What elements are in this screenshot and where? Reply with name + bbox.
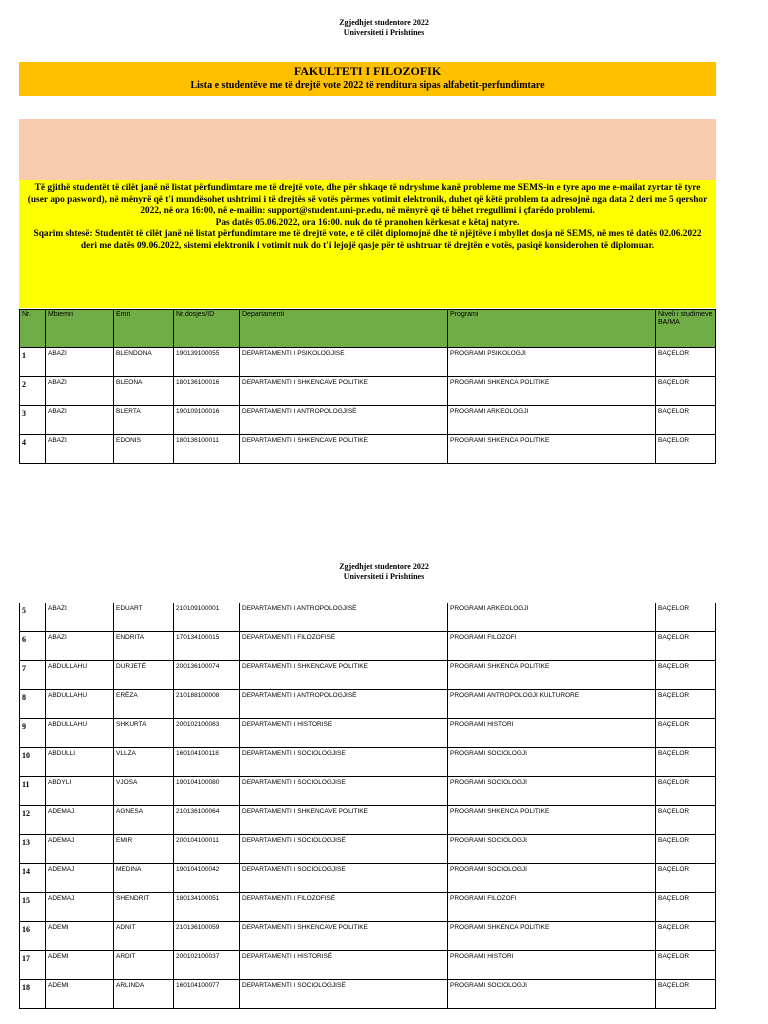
cell-program: PROGRAMI SHKENCA POLITIKE xyxy=(447,435,655,464)
cell-nr: 16 xyxy=(19,922,45,951)
cell-department: DEPARTAMENTI I SOCIOLOGJISE xyxy=(239,864,447,893)
cell-name: VJOSA xyxy=(113,777,173,806)
cell-program: PROGRAMI HISTORI xyxy=(447,719,655,748)
cell-department: DEPARTAMENTI I SHKENCAVE POLITIKE xyxy=(239,922,447,951)
cell-surname: ABAZI xyxy=(45,377,113,406)
cell-department: DEPARTAMENTI I SOCIOLOGJISE xyxy=(239,777,447,806)
cell-name: ADNIT xyxy=(113,922,173,951)
cell-program: PROGRAMI SHKENCA POLITIKE xyxy=(447,922,655,951)
table-row xyxy=(19,748,716,777)
cell-nr: 5 xyxy=(19,603,45,632)
cell-surname: ADEMAJ xyxy=(45,806,113,835)
cell-id: 200104100011 xyxy=(173,835,239,864)
cell-level: BAÇELOR xyxy=(655,922,716,951)
cell-nr: 9 xyxy=(19,719,45,748)
header-line-elections: Zgjedhjet studentore 2022 xyxy=(339,562,429,571)
document-header xyxy=(0,18,768,38)
cell-nr: 12 xyxy=(19,806,45,835)
cell-department: DEPARTAMENTI I SHKENCAVE POLITIKE xyxy=(239,435,447,464)
table-row xyxy=(19,980,716,1009)
cell-level: BAÇELOR xyxy=(655,980,716,1009)
cell-nr: 6 xyxy=(19,632,45,661)
faculty-title: FAKULTETI I FILOZOFIK xyxy=(293,64,442,78)
cell-department: DEPARTAMENTI I PSIKOLOGJISE xyxy=(239,348,447,377)
cell-name: SHENDRIT xyxy=(113,893,173,922)
cell-name: EMIR xyxy=(113,835,173,864)
cell-level: BAÇELOR xyxy=(655,661,716,690)
cell-surname: ADEMI xyxy=(45,922,113,951)
cell-nr: 13 xyxy=(19,835,45,864)
cell-id: 190104100080 xyxy=(173,777,239,806)
cell-surname: ADEMAJ xyxy=(45,835,113,864)
cell-nr: 8 xyxy=(19,690,45,719)
cell-program: PROGRAMI SOCIOLOGJI xyxy=(447,980,655,1009)
cell-program: PROGRAMI SHKENCA POLITIKE xyxy=(447,806,655,835)
notice-paragraph-1: Të gjithë studentët të cilët janë në listat përfundimtare me të drejtë vote, dhe për shkaqe të ndryshme kanë probleme me SEMS-in e tyre apo me e-mailat zyrtar të tyre (user apo pasword), në mënyrë që t'i mundësohet ushtrimi i të drejtës së votës përmes votimit elektronik, duhet që këtë problem ta adresojnë nga data 2 deri me 5 qershor 2022, në ora 16:00, në e-mailin: support@student.uni-pr.edu, në mënyrë që të bëhet rregullimi i çfarëdo problemi. xyxy=(27,183,708,217)
table-row xyxy=(19,835,716,864)
cell-id: 210109100001 xyxy=(173,603,239,632)
cell-program: PROGRAMI ARKEOLOGJI xyxy=(447,406,655,435)
cell-id: 210136100064 xyxy=(173,806,239,835)
cell-department: DEPARTAMENTI I ANTROPOLOGJISË xyxy=(239,406,447,435)
cell-department: DEPARTAMENTI I HISTORISE xyxy=(239,719,447,748)
table-row xyxy=(19,603,716,632)
cell-program: PROGRAMI ANTROPOLOGJI KULTURORE xyxy=(447,690,655,719)
cell-name: EDONIS xyxy=(113,435,173,464)
cell-name: AGNESA xyxy=(113,806,173,835)
table-row xyxy=(19,661,716,690)
highlight-band xyxy=(19,119,716,180)
notice-paragraph-3: Sqarim shtesë: Studentët të cilët janë në listat përfundimtare me të drejtë vote, e të cilët diplomojnë dhe të njëjtëve i mbyllet dosja në SEMS, në mes të datës 02.06.2022 deri me datës 09.06.2022, sistemi elektronik i votimit nuk do t'i lejojë qasje për të ushtruar të drejtën e votës, pasiqë konsiderohen të diplomuar. xyxy=(33,229,702,251)
cell-nr: 2 xyxy=(19,377,45,406)
cell-level: BAÇELOR xyxy=(655,864,716,893)
cell-level: BAÇELOR xyxy=(655,835,716,864)
cell-surname: ABAZI xyxy=(45,348,113,377)
table-row xyxy=(19,690,716,719)
cell-id: 190104100042 xyxy=(173,864,239,893)
cell-level: BAÇELOR xyxy=(655,893,716,922)
cell-name: SHKURTA xyxy=(113,719,173,748)
table-row xyxy=(19,806,716,835)
cell-surname: ADEMAJ xyxy=(45,893,113,922)
header-line-university: Universiteti i Prishtines xyxy=(343,28,425,37)
cell-program: PROGRAMI SHKENCA POLITIKE xyxy=(447,377,655,406)
notice-box xyxy=(19,180,716,308)
cell-surname: ADEMI xyxy=(45,980,113,1009)
cell-name: ERËZA xyxy=(113,690,173,719)
cell-id: 180136100016 xyxy=(173,377,239,406)
cell-id: 160104100077 xyxy=(173,980,239,1009)
cell-department: DEPARTAMENTI I SOCIOLOGJISË xyxy=(239,835,447,864)
cell-nr: 1 xyxy=(19,348,45,377)
table-row xyxy=(19,719,716,748)
cell-nr: 18 xyxy=(19,980,45,1009)
cell-id: 200136100074 xyxy=(173,661,239,690)
cell-surname: ABDYLI xyxy=(45,777,113,806)
cell-name: BLERTA xyxy=(113,406,173,435)
cell-name: DURJETË xyxy=(113,661,173,690)
table-row xyxy=(19,864,716,893)
col-header-level: Niveli i studimeve BA/MA xyxy=(655,309,716,348)
cell-id: 200102100037 xyxy=(173,951,239,980)
col-header-program: Programi xyxy=(447,309,655,348)
table-row xyxy=(19,951,716,980)
cell-program: PROGRAMI FILOZOFI xyxy=(447,893,655,922)
cell-level: BAÇELOR xyxy=(655,435,716,464)
table-row xyxy=(19,922,716,951)
table-row xyxy=(19,777,716,806)
list-subtitle: Lista e studentëve me të drejtë vote 2022 të renditura sipas alfabetit-perfundimtare xyxy=(190,80,545,91)
table-row xyxy=(19,435,716,464)
cell-id: 210188100008 xyxy=(173,690,239,719)
col-header-id: Nr.dosjes/ID xyxy=(173,309,239,348)
table-row xyxy=(19,893,716,922)
cell-department: DEPARTAMENTI I SHKENCAVE POLITIKE xyxy=(239,661,447,690)
cell-department: DEPARTAMENTI I FILOZOFISË xyxy=(239,893,447,922)
cell-id: 160104100118 xyxy=(173,748,239,777)
col-header-department: Departamenti xyxy=(239,309,447,348)
cell-level: BAÇELOR xyxy=(655,690,716,719)
cell-id: 180134100051 xyxy=(173,893,239,922)
header-line-university: Universiteti i Prishtines xyxy=(343,572,425,581)
cell-program: PROGRAMI SOCIOLOGJI xyxy=(447,748,655,777)
cell-department: DEPARTAMENTI I ANTROPOLOGJISË xyxy=(239,603,447,632)
cell-surname: ADEMAJ xyxy=(45,864,113,893)
cell-surname: ABDULLAHU xyxy=(45,661,113,690)
cell-surname: ABAZI xyxy=(45,632,113,661)
cell-surname: ABDULLI xyxy=(45,748,113,777)
cell-id: 200102100083 xyxy=(173,719,239,748)
notice-paragraph-2: Pas datës 05.06.2022, ora 16:00. nuk do të pranohen kërkesat e këtaj natyre. xyxy=(215,217,520,228)
cell-level: BAÇELOR xyxy=(655,719,716,748)
table-row xyxy=(19,377,716,406)
cell-surname: ABAZI xyxy=(45,435,113,464)
cell-department: DEPARTAMENTI I SHKENCAVE POLITIKE xyxy=(239,377,447,406)
cell-level: BAÇELOR xyxy=(655,406,716,435)
cell-name: ARLINDA xyxy=(113,980,173,1009)
table-row xyxy=(19,348,716,377)
cell-nr: 11 xyxy=(19,777,45,806)
cell-surname: ADEMI xyxy=(45,951,113,980)
cell-level: BAÇELOR xyxy=(655,603,716,632)
cell-nr: 3 xyxy=(19,406,45,435)
cell-surname: ABAZI xyxy=(45,603,113,632)
cell-surname: ABDULLAHU xyxy=(45,719,113,748)
table-row xyxy=(19,406,716,435)
cell-department: DEPARTAMENTI I ANTROPOLOGJISË xyxy=(239,690,447,719)
cell-program: PROGRAMI FILOZOFI xyxy=(447,632,655,661)
cell-id: 170134100015 xyxy=(173,632,239,661)
cell-name: VLLZA xyxy=(113,748,173,777)
cell-program: PROGRAMI PSIKOLOGJI xyxy=(447,348,655,377)
cell-surname: ABAZI xyxy=(45,406,113,435)
cell-level: BAÇELOR xyxy=(655,632,716,661)
col-header-surname: Mbiemri xyxy=(45,309,113,348)
cell-name: EDUART xyxy=(113,603,173,632)
cell-level: BAÇELOR xyxy=(655,377,716,406)
cell-id: 190139100055 xyxy=(173,348,239,377)
cell-nr: 7 xyxy=(19,661,45,690)
cell-surname: ABDULLAHU xyxy=(45,690,113,719)
cell-name: BLEONA xyxy=(113,377,173,406)
cell-nr: 15 xyxy=(19,893,45,922)
cell-name: ARDIT xyxy=(113,951,173,980)
cell-id: 190109100016 xyxy=(173,406,239,435)
table-row xyxy=(19,632,716,661)
cell-program: PROGRAMI SOCIOLOGJI xyxy=(447,777,655,806)
cell-department: DEPARTAMENTI I FILOZOFISË xyxy=(239,632,447,661)
cell-name: BLENDONA xyxy=(113,348,173,377)
cell-program: PROGRAMI SHKENCA POLITIKE xyxy=(447,661,655,690)
title-banner xyxy=(19,62,716,96)
cell-level: BAÇELOR xyxy=(655,348,716,377)
header-line-elections: Zgjedhjet studentore 2022 xyxy=(339,18,429,27)
table-header xyxy=(19,309,716,348)
cell-level: BAÇELOR xyxy=(655,748,716,777)
cell-nr: 14 xyxy=(19,864,45,893)
cell-department: DEPARTAMENTI I SOCIOLOGJISE xyxy=(239,748,447,777)
col-header-name: Emri xyxy=(113,309,173,348)
cell-name: MEDINA xyxy=(113,864,173,893)
cell-program: PROGRAMI HISTORI xyxy=(447,951,655,980)
cell-department: DEPARTAMENTI I HISTORISË xyxy=(239,951,447,980)
cell-nr: 10 xyxy=(19,748,45,777)
cell-nr: 17 xyxy=(19,951,45,980)
cell-level: BAÇELOR xyxy=(655,777,716,806)
cell-department: DEPARTAMENTI I SHKENCAVE POLITIKE xyxy=(239,806,447,835)
cell-level: BAÇELOR xyxy=(655,951,716,980)
cell-program: PROGRAMI SOCIOLOGJI xyxy=(447,864,655,893)
cell-name: ENDRITA xyxy=(113,632,173,661)
col-header-nr: Nr. xyxy=(19,309,45,348)
cell-program: PROGRAMI ARKEOLOGJI xyxy=(447,603,655,632)
cell-nr: 4 xyxy=(19,435,45,464)
page-2-header xyxy=(0,562,768,582)
cell-program: PROGRAMI SOCIOLOGJI xyxy=(447,835,655,864)
cell-id: 180136100011 xyxy=(173,435,239,464)
cell-department: DEPARTAMENTI I SOCIOLOGJISË xyxy=(239,980,447,1009)
cell-id: 210136100059 xyxy=(173,922,239,951)
cell-level: BAÇELOR xyxy=(655,806,716,835)
